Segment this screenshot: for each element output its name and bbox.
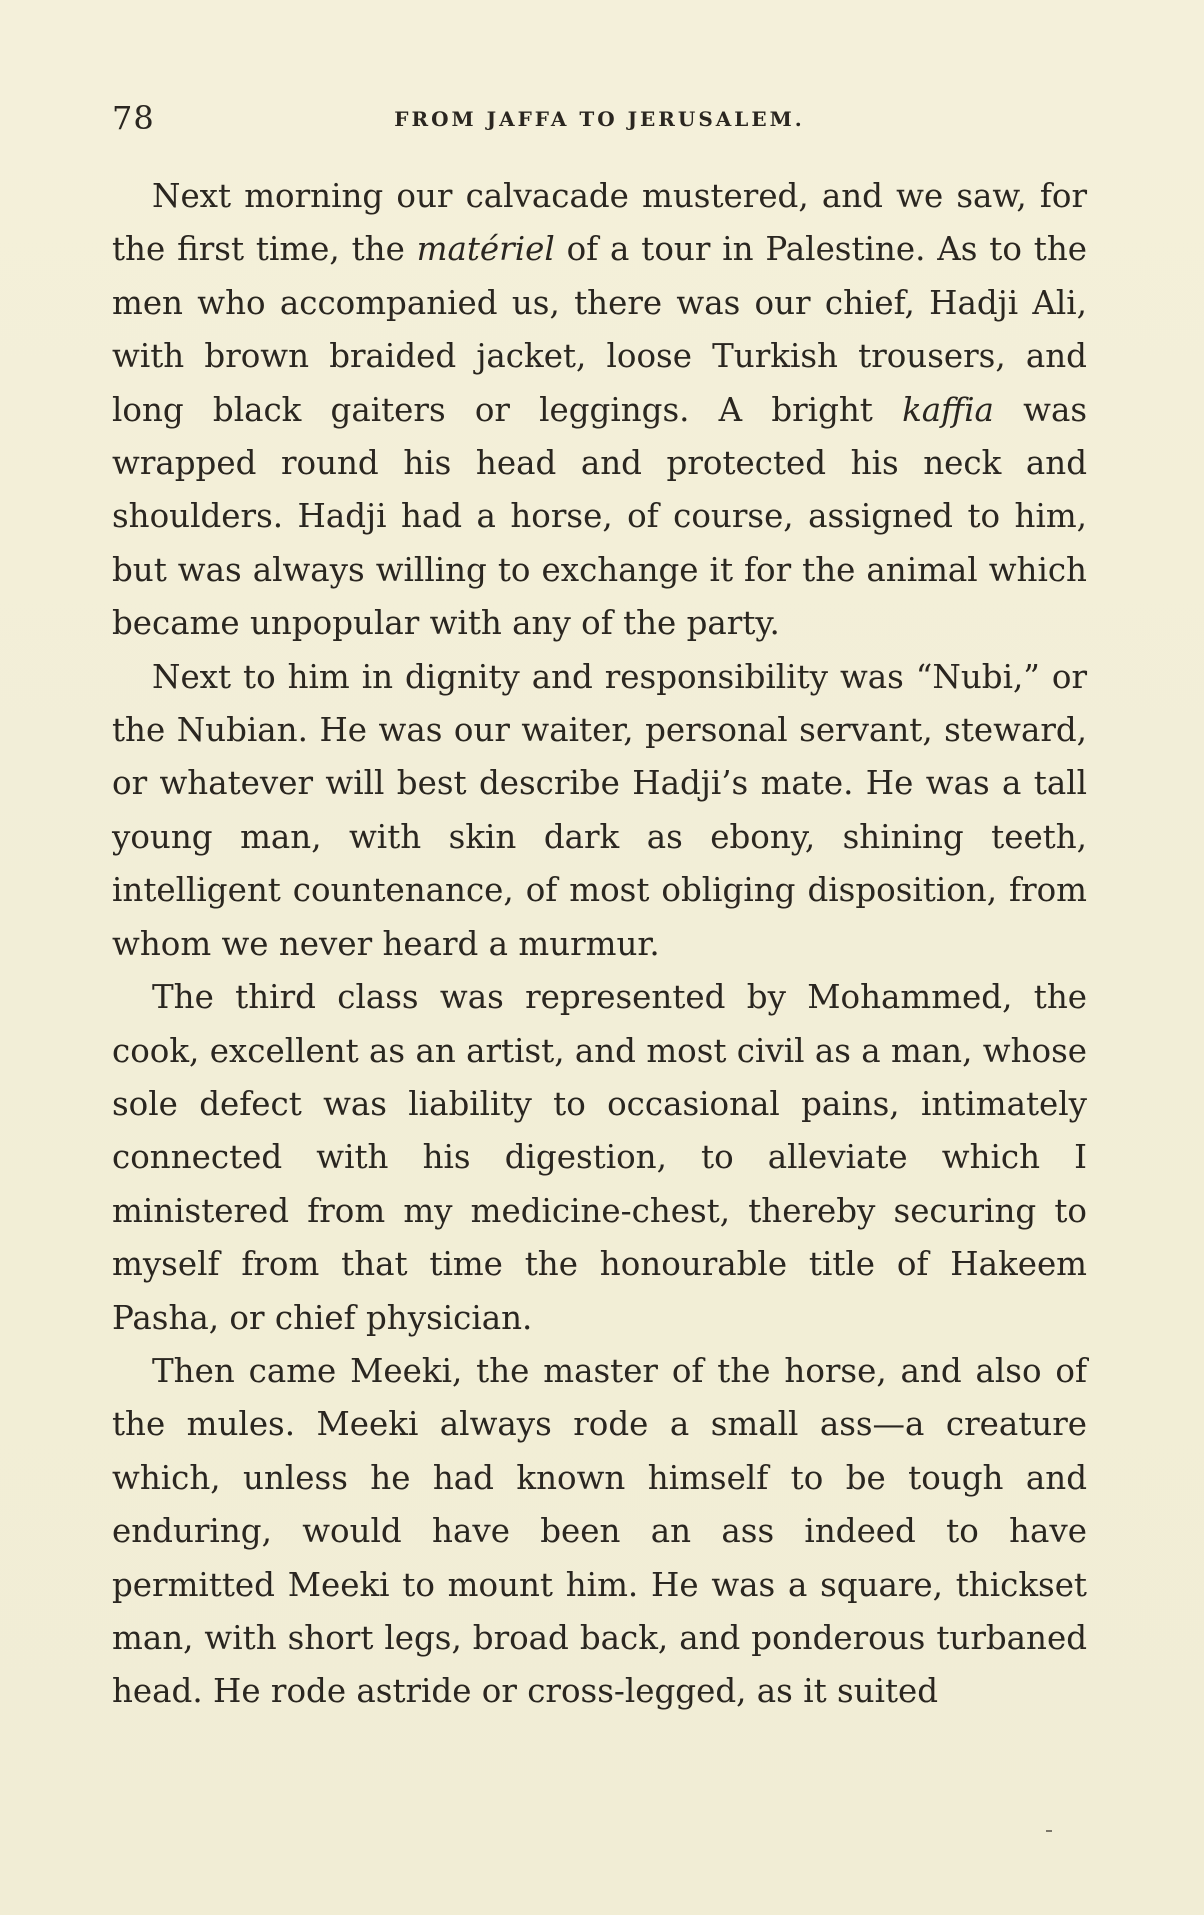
running-title: FROM JAFFA TO JERUSALEM. (394, 107, 805, 131)
paragraph-text: Next morning our calvacade mustered, and we saw, for the first time, the (112, 177, 1087, 269)
italic-word-materiel: matériel (416, 230, 555, 269)
page-speck (1046, 1830, 1052, 1832)
paragraph-text: of a tour in Palestine. As to the men who accompanied us, there was our chief, Hadji Ali, with brown braided jacket, loose Turkish trousers, and long black gaiters or leggings. A bright (112, 230, 1087, 429)
paragraph-hadji (112, 170, 1087, 651)
italic-word-kaffia: kaffia (902, 390, 994, 429)
page-number: 78 (112, 99, 155, 137)
running-head (112, 98, 1087, 138)
body-text (112, 170, 1087, 1719)
paragraph-nubi: Next to him in dignity and responsibility was “Nubi,” or the Nubian. He was our waiter, personal servant, steward, or whatever will best describe Hadji’s mate. He was a tall young man, with skin dark as ebony, shining teeth, intelligent countenance, of most obliging disposition, from whom we never heard a murmur. (112, 657, 1087, 963)
paragraph-meeki: Then came Meeki, the master of the horse, and also of the mules. Meeki always rode a small ass—a creature which, unless he had known himself to be tough and enduring, would have been an ass indeed to have permitted Meeki to mount him. He was a square, thickset man, with short legs, broad back, and ponderous turbaned head. He rode astride or cross-legged, as it suited (112, 1351, 1087, 1711)
paragraph-text: was wrapped round his head and protected his neck and shoulders. Hadji had a horse, of course, assigned to him, but was always willing to exchange it for the animal which became unpopular with any of the party. (112, 390, 1087, 643)
paragraph-mohammed: The third class was represented by Mohammed, the cook, excellent as an artist, and most civil as a man, whose sole defect was liability to occasional pains, intimately connected with his digestion, to alleviate which I ministered from my medicine-chest, thereby securing to myself from that time the honourable title of Hakeem Pasha, or chief physician. (112, 978, 1087, 1337)
